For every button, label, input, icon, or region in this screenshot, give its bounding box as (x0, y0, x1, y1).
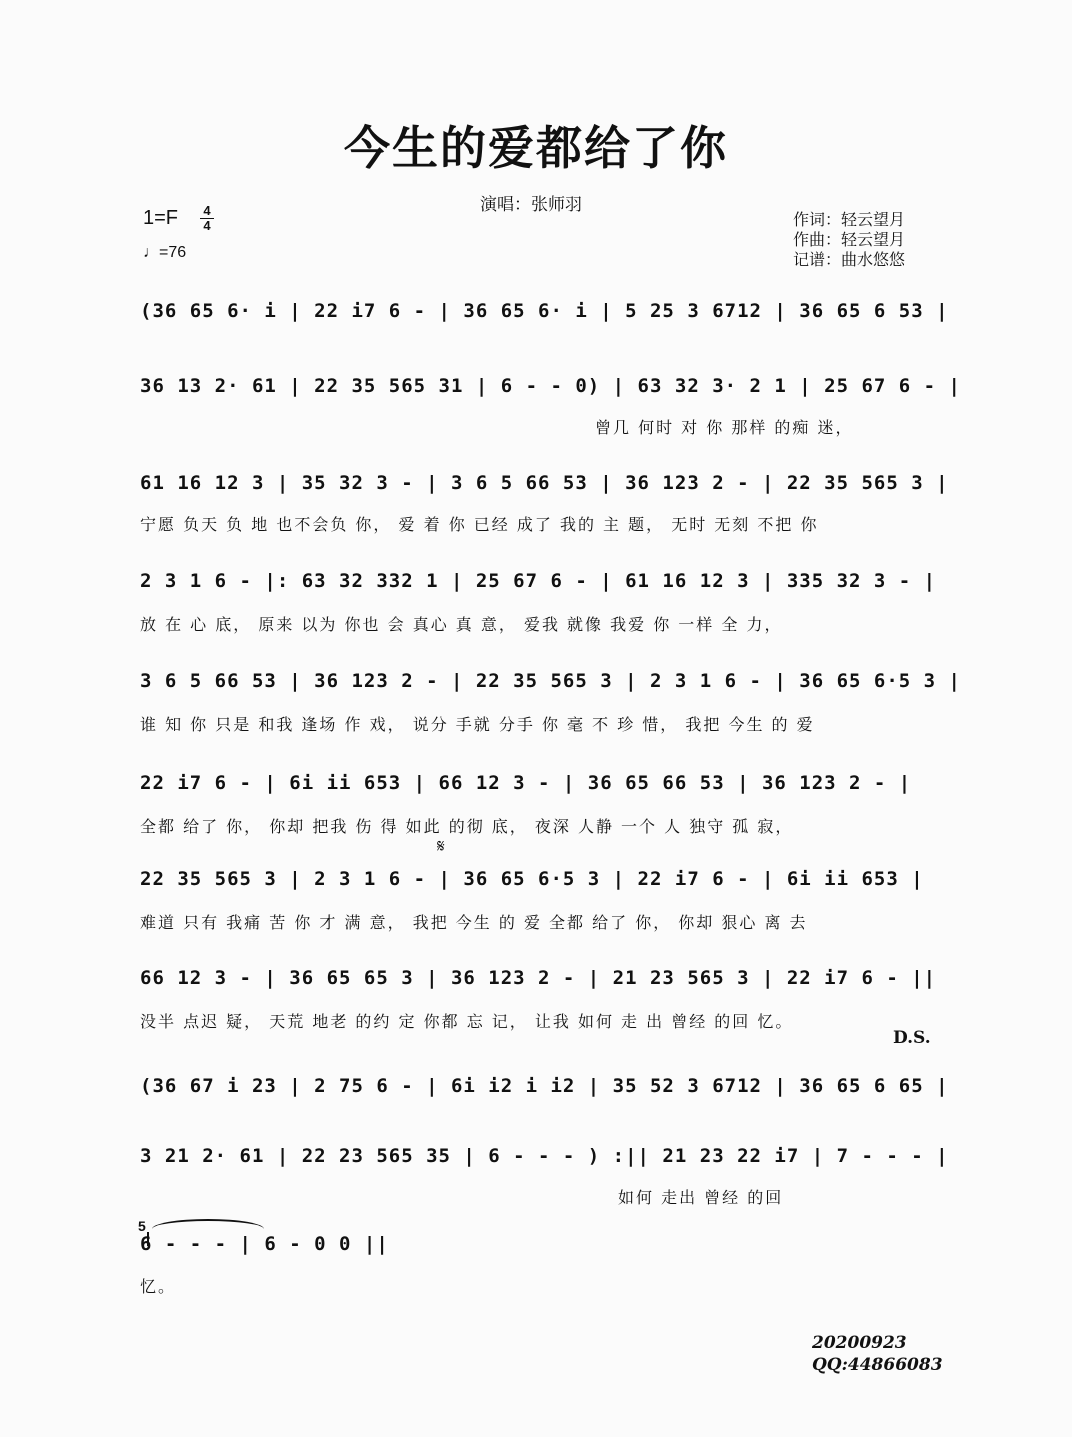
lyrics-line-11: 忆。 (140, 1277, 177, 1296)
credits (793, 210, 905, 270)
lyrics-line-10: 如何 走出 曾经 的回 (618, 1188, 784, 1207)
notes-line-1: (36 65 6· i | 22 i7 6 - | 36 65 6· i | 5 25 3 6712 | 36 65 6 53 | (140, 300, 949, 322)
notes-line-5: 3 6 5 66 53 | 36 123 2 - | 22 35 565 3 | 2 3 1 6 - | 36 65 6·5 3 | (140, 670, 961, 692)
transcriber-credit: 记谱：曲水悠悠 (793, 250, 906, 269)
lyrics-line-7: 难道 只有 我痛 苦 你 才 满 意， 我把 今生 的 爱 全都 给了 你， 你却 狠心 离 去 (140, 913, 808, 932)
dal-segno-mark: D.S. (893, 1028, 931, 1048)
footer (812, 1332, 943, 1376)
segno-sign: 𝄋 (437, 836, 445, 857)
notes-line-7: 22 35 565 3 | 2 3 1 6 - | 36 65 6·5 3 | 22 i7 6 - | 6i ii 653 | (140, 868, 924, 890)
tie-arc (152, 1219, 264, 1229)
lyrics-line-3: 宁愿 负天 负 地 也不会负 你， 爱 着 你 已经 成了 我的 主 题， 无时 无刻 不把 你 (140, 515, 819, 534)
notes-line-6: 22 i7 6 - | 6i ii 653 | 66 12 3 - | 36 65 66 53 | 36 123 2 - | (140, 772, 912, 794)
notes-line-3: 61 16 12 3 | 35 32 3 - | 3 6 5 66 53 | 36 123 2 - | 22 35 565 3 | (140, 472, 949, 494)
time-signature-bottom: 4 (200, 218, 214, 233)
notes-line-2: 36 13 2· 61 | 22 35 565 31 | 6 - - 0) | 63 32 3· 2 1 | 25 67 6 - | (140, 375, 961, 397)
notes-line-11: 6 - - - | 6 - 0 0 || (140, 1233, 389, 1255)
singer-credit: 演唱：张师羽 (480, 195, 582, 215)
notes-line-9: (36 67 i 23 | 2 75 6 - | 6i i2 i i2 | 35 52 3 6712 | 36 65 6 65 | (140, 1075, 949, 1097)
lyrics-line-2: 曾几 何时 对 你 那样 的痴 迷， (595, 418, 854, 437)
volta-bracket-label: 5 (138, 1218, 146, 1234)
time-signature-top: 4 (203, 203, 211, 218)
composer-credit: 作曲：轻云望月 (793, 230, 906, 249)
qq-contact: QQ:44866083 (812, 1355, 943, 1375)
notes-line-8: 66 12 3 - | 36 65 65 3 | 36 123 2 - | 21 23 565 3 | 22 i7 6 - || (140, 967, 937, 989)
tempo-marking: ♩=76 (143, 244, 187, 261)
lyricist-credit: 作词：轻云望月 (793, 210, 906, 229)
lyrics-line-5: 谁 知 你 只是 和我 逢场 作 戏， 说分 手就 分手 你 毫 不 珍 惜， 我把 今生 的 爱 (140, 715, 815, 734)
key-signature: 1=F (143, 207, 179, 229)
date-stamp: 20200923 (812, 1333, 907, 1353)
notes-line-10: 3 21 2· 61 | 22 23 565 35 | 6 - - - ) :|| 21 23 22 i7 | 7 - - - | (140, 1145, 949, 1167)
notes-line-4: 2 3 1 6 - |: 63 32 332 1 | 25 67 6 - | 61 16 12 3 | 335 32 3 - | (140, 570, 937, 592)
time-signature (200, 204, 214, 233)
lyrics-line-8: 没半 点迟 疑， 天荒 地老 的约 定 你都 忘 记， 让我 如何 走 出 曾经 的回 忆。 (140, 1012, 794, 1031)
lyrics-line-6: 全都 给了 你， 你却 把我 伤 得 如此 的彻 底， 夜深 人静 一个 人 独守 孤 寂， (140, 817, 794, 836)
lyrics-line-4: 放 在 心 底， 原来 以为 你也 会 真心 真 意， 爱我 就像 我爱 你 一样 全 力， (140, 615, 783, 634)
song-title: 今生的爱都给了你 (344, 121, 728, 175)
